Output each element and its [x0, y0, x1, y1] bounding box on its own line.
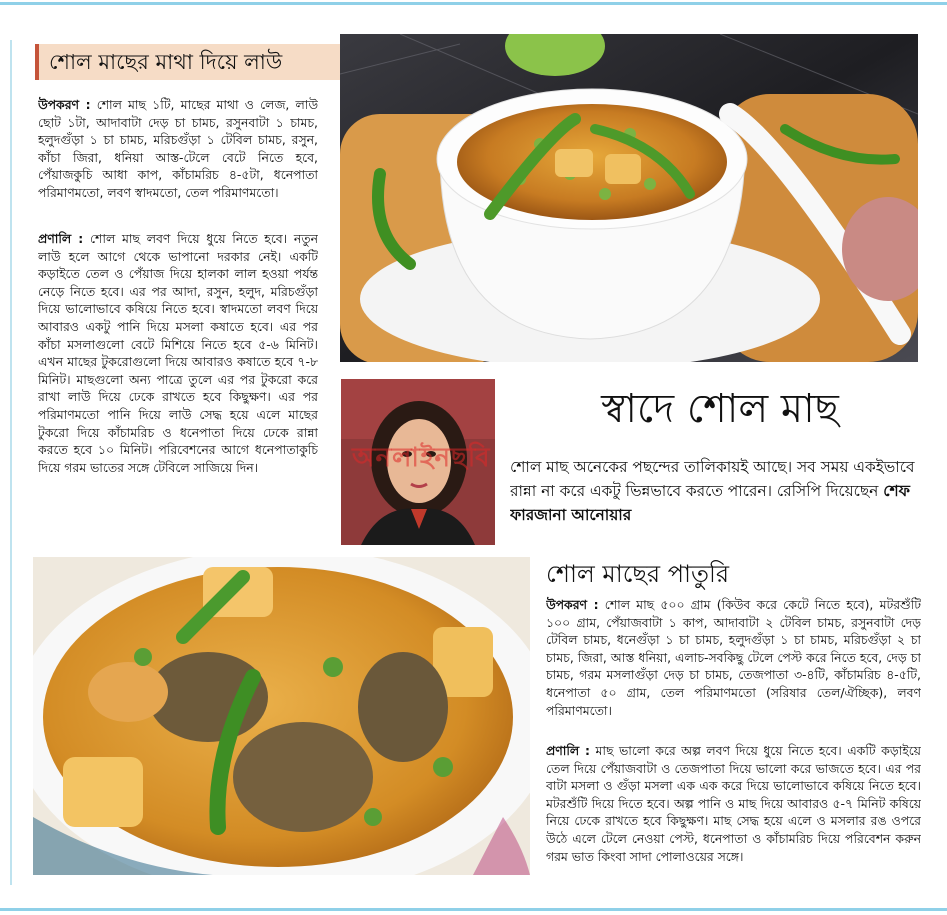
top-rule [0, 2, 947, 5]
recipe2-method-text: মাছ ভালো করে অল্প লবণ দিয়ে ধুয়ে নিতে হবে। একটি কড়াইয়ে তেল দিয়ে পেঁয়াজবাটা ও তেজপাতা দিয়ে ভালো করে ভাজতে হবে। এর পর বাটা মসলা ও গুঁড়া মসলা এক এক করে দিয়ে ভালোভাবে কষিয়ে নিতে হবে। মটরশুঁটি দিয়ে দিতে হবে। অল্প পানি ও মাছ দিয়ে আবারও ৫-৭ মিনিট কষিয়ে নিয়ে ঢেকে রাখতে হবে কিছুক্ষণ। মাছ সেদ্ধ হয়ে এলে ও মসলার রঙ ওপরে উঠে এলে টেলে নেওয়া পেস্ট, ধনেপাতা ও কাঁচামরিচ দিয়ে পরিবেশন করুন গরম ভাত কিংবা সাদা পোলাওয়ের সঙ্গে। [546, 743, 921, 864]
feature-intro [510, 455, 920, 535]
recipe2-ingredients-label: উপকরণ : [546, 597, 599, 612]
left-margin-rule [10, 40, 12, 885]
recipe2-title: শোল মাছের পাতুরি [546, 560, 730, 588]
recipe1-ingredients [38, 96, 318, 224]
dish-photo-paturi-art [33, 557, 530, 875]
recipe2-ingredients-text: শোল মাছ ৫০০ গ্রাম (কিউব করে কেটে নিতে হবে), মটরশুঁটি ১০০ গ্রাম, পেঁয়াজবাটা ১ কাপ, আদাবাটা ২ টেবিল চামচ, রসুনবাটা দেড় টেবিল চামচ, ধনেগুঁড়া ১ চা চামচ, হলুদগুঁড়া ১ চা চামচ, মরিচগুঁড়া ২ চা চামচ, জিরা, আস্ত ধনিয়া, এলাচ-সবকিছু টেলে পেস্ট করে নিতে হবে, দেড় চা চামচ, গরম মসলাগুঁড়া দেড় চা চামচ, তেজপাতা ৩-৪টি, কাঁচামরিচ ৪-৫টি, ধনেপাতা ৫০ গ্রাম, তেল পরিমাণমতো (সরিষার তেল/ঐচ্ছিক), লবণ পরিমাণমতো। [546, 597, 921, 718]
dish-photo-lau-curry-art [340, 34, 918, 362]
dish-photo-paturi [33, 557, 530, 875]
dish-photo-lau-curry [340, 34, 918, 362]
recipe1-method-label: প্রণালি : [38, 231, 84, 246]
recipe1-title: শোল মাছের মাথা দিয়ে লাউ [35, 44, 360, 80]
recipe1-ingredients-label: উপকরণ : [38, 97, 91, 112]
bottom-rule [0, 908, 947, 911]
recipe2-ingredients [546, 596, 921, 734]
feature-intro-text: শোল মাছ অনেকের পছন্দের তালিকায়ই আছে। সব সময় একইভাবে রান্না না করে একটু ভিন্নভাবে করতে পারেন। রেসিপি দিয়েছেন [510, 458, 915, 500]
feature-headline: স্বাদে শোল মাছ [601, 386, 839, 432]
chef-name: শেফ ফারজানা আনোয়ার [510, 482, 910, 524]
recipe1-method [38, 230, 318, 535]
recipe1-method-text: শোল মাছ লবণ দিয়ে ধুয়ে নিতে হবে। নতুন লাউ হলে আগে থেকে ভাপানো দরকার নেই। একটি কড়াইতে তেল ও পেঁয়াজ দিয়ে হালকা লাল হওয়া পর্যন্ত নেড়ে নিতে হবে। এর পর আদা, রসুন, হলুদ, মরিচগুঁড়া দিয়ে ভালোভাবে কষিয়ে নিতে হবে। স্বাদমতো লবণ দিয়ে আবারও একটু পানি দিয়ে মসলা কষাতে হবে। এর পর কাঁচা মসলাগুলো বেটে মিশিয়ে নিতে হবে ৫-৬ মিনিট। এখন মাছের টুকরোগুলো দিয়ে আবারও কষাতে হবে ৭-৮ মিনিট। মাছগুলো অন্য পাত্রে তুলে এর পর টুকরো করে রাখা লাউ দিয়ে ঢেকে রাখতে হবে কিছুক্ষণ। এর পর পরিমাণমতো পানি দিয়ে লাউ সেদ্ধ হয়ে এলে মাছের টুকরো দিয়ে কাঁচামরিচ ও ধনেপাতা দিয়ে ঢেকে রান্না করতে হবে ১০ মিনিট। পরিবেশনের আগে ধনেপাতাকুচি দিয়ে গরম ভাতের সঙ্গে টেবিলে সাজিয়ে দিন। [38, 231, 318, 475]
recipe2-method-label: প্রণালি : [546, 743, 590, 758]
watermark: অনলাইনছবি [352, 443, 491, 473]
recipe2-method [546, 742, 921, 882]
recipe1-ingredients-text: শোল মাছ ১টি, মাছের মাথা ও লেজ, লাউ ছোট ১টা, আদাবাটা দেড় চা চামচ, রসুনবাটা ১ চামচ, হলুদগুঁড়া ১ চা চামচ, মরিচগুঁড়া ১ টেবিল চামচ, রসুন, কাঁচা জিরা, ধনিয়া আস্ত-টেলে বেটে নিতে হবে, পেঁয়াজকুচি আধা কাপ, কাঁচামরিচ ৪-৫টা, ধনেপাতা পরিমাণমতো, লবণ স্বাদমতো, তেল পরিমাণমতো। [38, 97, 318, 200]
